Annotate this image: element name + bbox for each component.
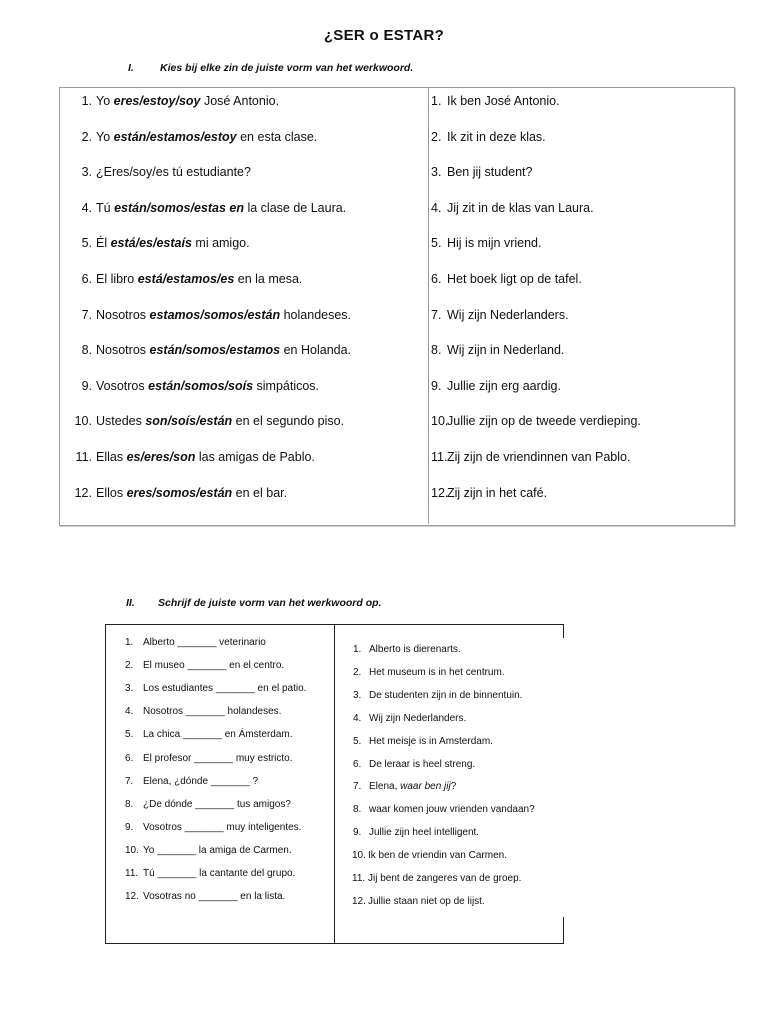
fill-in-sentence: Nosotros _______ holandeses. [143, 706, 282, 718]
fill-in-sentence: Los estudiantes _______ en el patio. [143, 683, 307, 695]
item-number: 12. [431, 485, 449, 500]
exercise2-translation [353, 644, 461, 655]
sentence-end: holandeses. [283, 307, 352, 322]
exercise2-translation [352, 873, 521, 884]
exercise2-translation [353, 759, 475, 770]
item-number: 8. [353, 804, 362, 816]
exercise2-translation [353, 690, 522, 701]
section1-instruction: Kies bij elke zin de juiste vorm van het werkwoord. [160, 62, 414, 74]
sentence-start: Ellas [96, 450, 124, 464]
item-number: 6. [125, 752, 134, 764]
sentence-start: Nosotros [96, 343, 147, 358]
exercise1-sentence [70, 165, 251, 179]
item-number: 9. [81, 378, 92, 393]
section2-heading [126, 597, 381, 609]
item-number: 11. [431, 450, 448, 464]
exercise2-sentence [125, 753, 293, 764]
item-number: 4. [431, 200, 442, 215]
sentence-end: la clase de Laura. [247, 200, 347, 215]
section1-heading [128, 62, 413, 74]
item-number: 2. [353, 666, 362, 678]
item-number: 7. [431, 307, 442, 322]
exercise1-sentence [70, 414, 344, 428]
exercise1-sentence [70, 308, 351, 322]
sentence-start: Yo [96, 94, 111, 108]
item-number: 1. [125, 637, 134, 648]
translation-text: Het museum is in het centrum. [369, 666, 505, 678]
item-number: 3. [81, 165, 92, 180]
item-number: 1. [81, 94, 92, 108]
exercise2-sentence [125, 799, 291, 810]
translation-text: Hij is mijn vriend. [447, 236, 542, 251]
item-number: 5. [431, 236, 442, 251]
translation-text: Ik ben de vriendin van Carmen. [368, 850, 507, 862]
item-number: 2. [431, 129, 442, 144]
exercise2-sentence [125, 845, 292, 856]
verb-options: están/somos/estamos [149, 343, 281, 358]
item-number: 9. [431, 378, 442, 393]
fill-in-sentence: Vosotros _______ muy inteligentes. [143, 821, 302, 833]
translation-text: Het boek ligt op de tafel. [447, 272, 582, 286]
sentence-start: El libro [96, 272, 135, 286]
sentence-start: ¿Eres/soy/es tú estudiante? [96, 165, 251, 180]
exercise2-sentence [125, 822, 301, 833]
exercise1-sentence [70, 94, 279, 108]
exercise1-translation [431, 308, 569, 322]
item-number: 5. [81, 236, 92, 251]
translation-text: Het meisje is in Amsterdam. [369, 735, 493, 747]
item-number: 1. [353, 644, 362, 655]
translation-text: Elena, waar ben jij? [369, 781, 457, 793]
translation-text: Jij zit in de klas van Laura. [447, 200, 594, 215]
item-number: 6. [431, 272, 442, 286]
section2-number: II. [126, 597, 135, 609]
fill-in-sentence: El profesor _______ muy estricto. [143, 752, 293, 764]
item-number: 7. [81, 307, 92, 322]
exercise2-translation [352, 896, 485, 907]
verb-options: está/es/estaís [110, 236, 192, 251]
item-number: 8. [81, 343, 92, 358]
item-number: 9. [353, 827, 362, 839]
exercise1-translation [431, 201, 594, 215]
item-number: 5. [353, 735, 362, 747]
translation-text: Jij bent de zangeres van de groep. [368, 873, 522, 884]
exercise1-sentence [70, 450, 315, 464]
verb-options: están/estamos/estoy [113, 129, 237, 144]
translation-text: Alberto is dierenarts. [369, 644, 461, 655]
exercise1-translation [431, 379, 561, 393]
fill-in-sentence: Yo _______ la amiga de Carmen. [143, 844, 292, 856]
exercise2-sentence [125, 776, 258, 787]
page-title: ¿SER o ESTAR? [323, 27, 445, 44]
translation-text: Ik ben José Antonio. [447, 94, 560, 108]
fill-in-sentence: La chica _______ en Ámsterdam. [143, 729, 293, 741]
section2-instruction: Schrijf de juiste vorm van het werkwoord op. [158, 597, 382, 609]
exercise1-translation [431, 450, 630, 464]
sentence-end: mi amigo. [195, 236, 250, 251]
item-number: 10. [125, 844, 139, 856]
sentence-end: en esta clase. [240, 129, 318, 144]
item-number: 4. [353, 712, 362, 724]
fill-in-sentence: El museo _______ en el centro. [143, 660, 285, 672]
translation-text: Wij zijn in Nederland. [447, 343, 565, 358]
item-number: 12. [74, 485, 92, 500]
sentence-start: Él [96, 236, 108, 251]
exercise2-translation [353, 713, 466, 724]
translation-text: Ik zit in deze klas. [447, 129, 546, 144]
exercise1-sentence [70, 272, 302, 286]
exercise1-translation [431, 343, 564, 357]
exercise2-sentence [125, 729, 293, 740]
item-number: 4. [125, 706, 134, 718]
item-number: 3. [125, 683, 134, 695]
exercise2-sentence [125, 660, 284, 671]
exercise1-sentence [70, 379, 319, 393]
fill-in-sentence: Tú _______ la cantante del grupo. [143, 868, 296, 879]
translation-text: Wij zijn Nederlanders. [369, 712, 467, 724]
sentence-end: en Holanda. [283, 343, 352, 358]
item-number: 3. [353, 689, 362, 701]
translation-text: Jullie staan niet op de lijst. [368, 895, 485, 907]
item-number: 10. [352, 850, 366, 862]
translation-text: Ben jij student? [447, 165, 533, 180]
item-number: 9. [125, 821, 134, 833]
exercise1-translation [431, 486, 547, 500]
item-number: 12. [125, 891, 139, 903]
translation-text: waar komen jouw vrienden vandaan? [369, 804, 535, 816]
sentence-end: simpáticos. [256, 378, 320, 393]
translation-text: Jullie zijn op de tweede verdieping. [447, 414, 641, 429]
verb-options: eres/somos/están [126, 485, 233, 500]
exercise1-sentence [70, 236, 250, 250]
item-number: 10. [74, 414, 92, 429]
exercise2-right-border-bottom [563, 917, 564, 944]
translation-text: De leraar is heel streng. [369, 758, 476, 770]
exercise2-sentence [125, 868, 295, 879]
exercise1-translation [431, 165, 532, 179]
sentence-end: José Antonio. [203, 94, 280, 108]
sentence-start: Vosotros [96, 378, 145, 393]
verb-options: están/somos/soís [148, 378, 254, 393]
fill-in-sentence: Alberto _______ veterinario [143, 637, 266, 648]
exercise2-translation [353, 827, 479, 838]
exercise2-translation [353, 804, 535, 815]
verb-options: está/estamos/es [137, 272, 235, 286]
item-number: 4. [81, 200, 92, 215]
item-number: 10. [431, 414, 449, 429]
item-number: 11. [75, 450, 92, 464]
item-number: 2. [125, 660, 134, 672]
exercise1-translation [431, 414, 641, 428]
exercise2-sentence [125, 637, 266, 648]
item-number: 11. [352, 873, 366, 884]
translation-text: Jullie zijn heel intelligent. [369, 827, 480, 839]
translation-text: De studenten zijn in de binnentuin. [369, 689, 523, 701]
item-number: 7. [125, 775, 134, 787]
fill-in-sentence: Vosotras no _______ en la lista. [143, 891, 286, 903]
translation-text: Jullie zijn erg aardig. [447, 378, 561, 393]
exercise2-sentence [125, 891, 285, 902]
item-number: 7. [353, 781, 362, 793]
item-number: 8. [431, 343, 442, 358]
exercise2-sentence [125, 706, 281, 717]
exercise2-translation [352, 850, 507, 861]
sentence-end: en el bar. [235, 485, 288, 500]
item-number: 6. [353, 758, 362, 770]
exercise2-right-border-top [563, 624, 564, 638]
item-number: 12. [352, 895, 366, 907]
exercise1-sentence [70, 343, 351, 357]
item-number: 2. [81, 129, 92, 144]
section1-number: I. [128, 62, 134, 74]
sentence-start: Ellos [96, 485, 124, 500]
exercise1-sentence [70, 130, 317, 144]
sentence-end: en el segundo piso. [235, 414, 345, 429]
sentence-start: Nosotros [96, 307, 147, 322]
exercise1-translation [431, 272, 582, 286]
sentence-end: en la mesa. [237, 272, 303, 286]
sentence-start: Ustedes [96, 414, 142, 429]
fill-in-sentence: Elena, ¿dónde _______ ? [143, 775, 259, 787]
fill-in-sentence: ¿De dónde _______ tus amigos? [143, 798, 291, 810]
exercise1-column-divider [428, 88, 429, 524]
item-number: 6. [81, 272, 92, 286]
verb-options: estamos/somos/están [149, 307, 281, 322]
exercise1-translation [431, 94, 560, 108]
item-number: 8. [125, 798, 134, 810]
translation-text: Wij zijn Nederlanders. [447, 307, 569, 322]
verb-options: están/somos/estas en [114, 200, 244, 215]
translation-text: Zij zijn in het café. [447, 485, 548, 500]
item-number: 3. [431, 165, 442, 180]
exercise2-translation [353, 781, 456, 792]
exercise1-sentence [70, 201, 346, 215]
sentence-start: Yo [96, 129, 111, 144]
translation-text: Zij zijn de vriendinnen van Pablo. [447, 450, 631, 464]
exercise2-translation [353, 667, 505, 678]
verb-options: es/eres/son [126, 450, 196, 464]
sentence-end: las amigas de Pablo. [198, 450, 315, 464]
exercise2-sentence [125, 683, 306, 694]
verb-options: son/soís/están [145, 414, 233, 429]
item-number: 1. [431, 94, 442, 108]
verb-options: eres/estoy/soy [113, 94, 201, 108]
item-number: 5. [125, 729, 134, 741]
exercise2-translation [353, 736, 493, 747]
item-number: 11. [125, 868, 139, 879]
exercise1-translation [431, 236, 541, 250]
exercise1-translation [431, 130, 546, 144]
sentence-start: Tú [96, 200, 111, 215]
exercise1-sentence [70, 486, 287, 500]
